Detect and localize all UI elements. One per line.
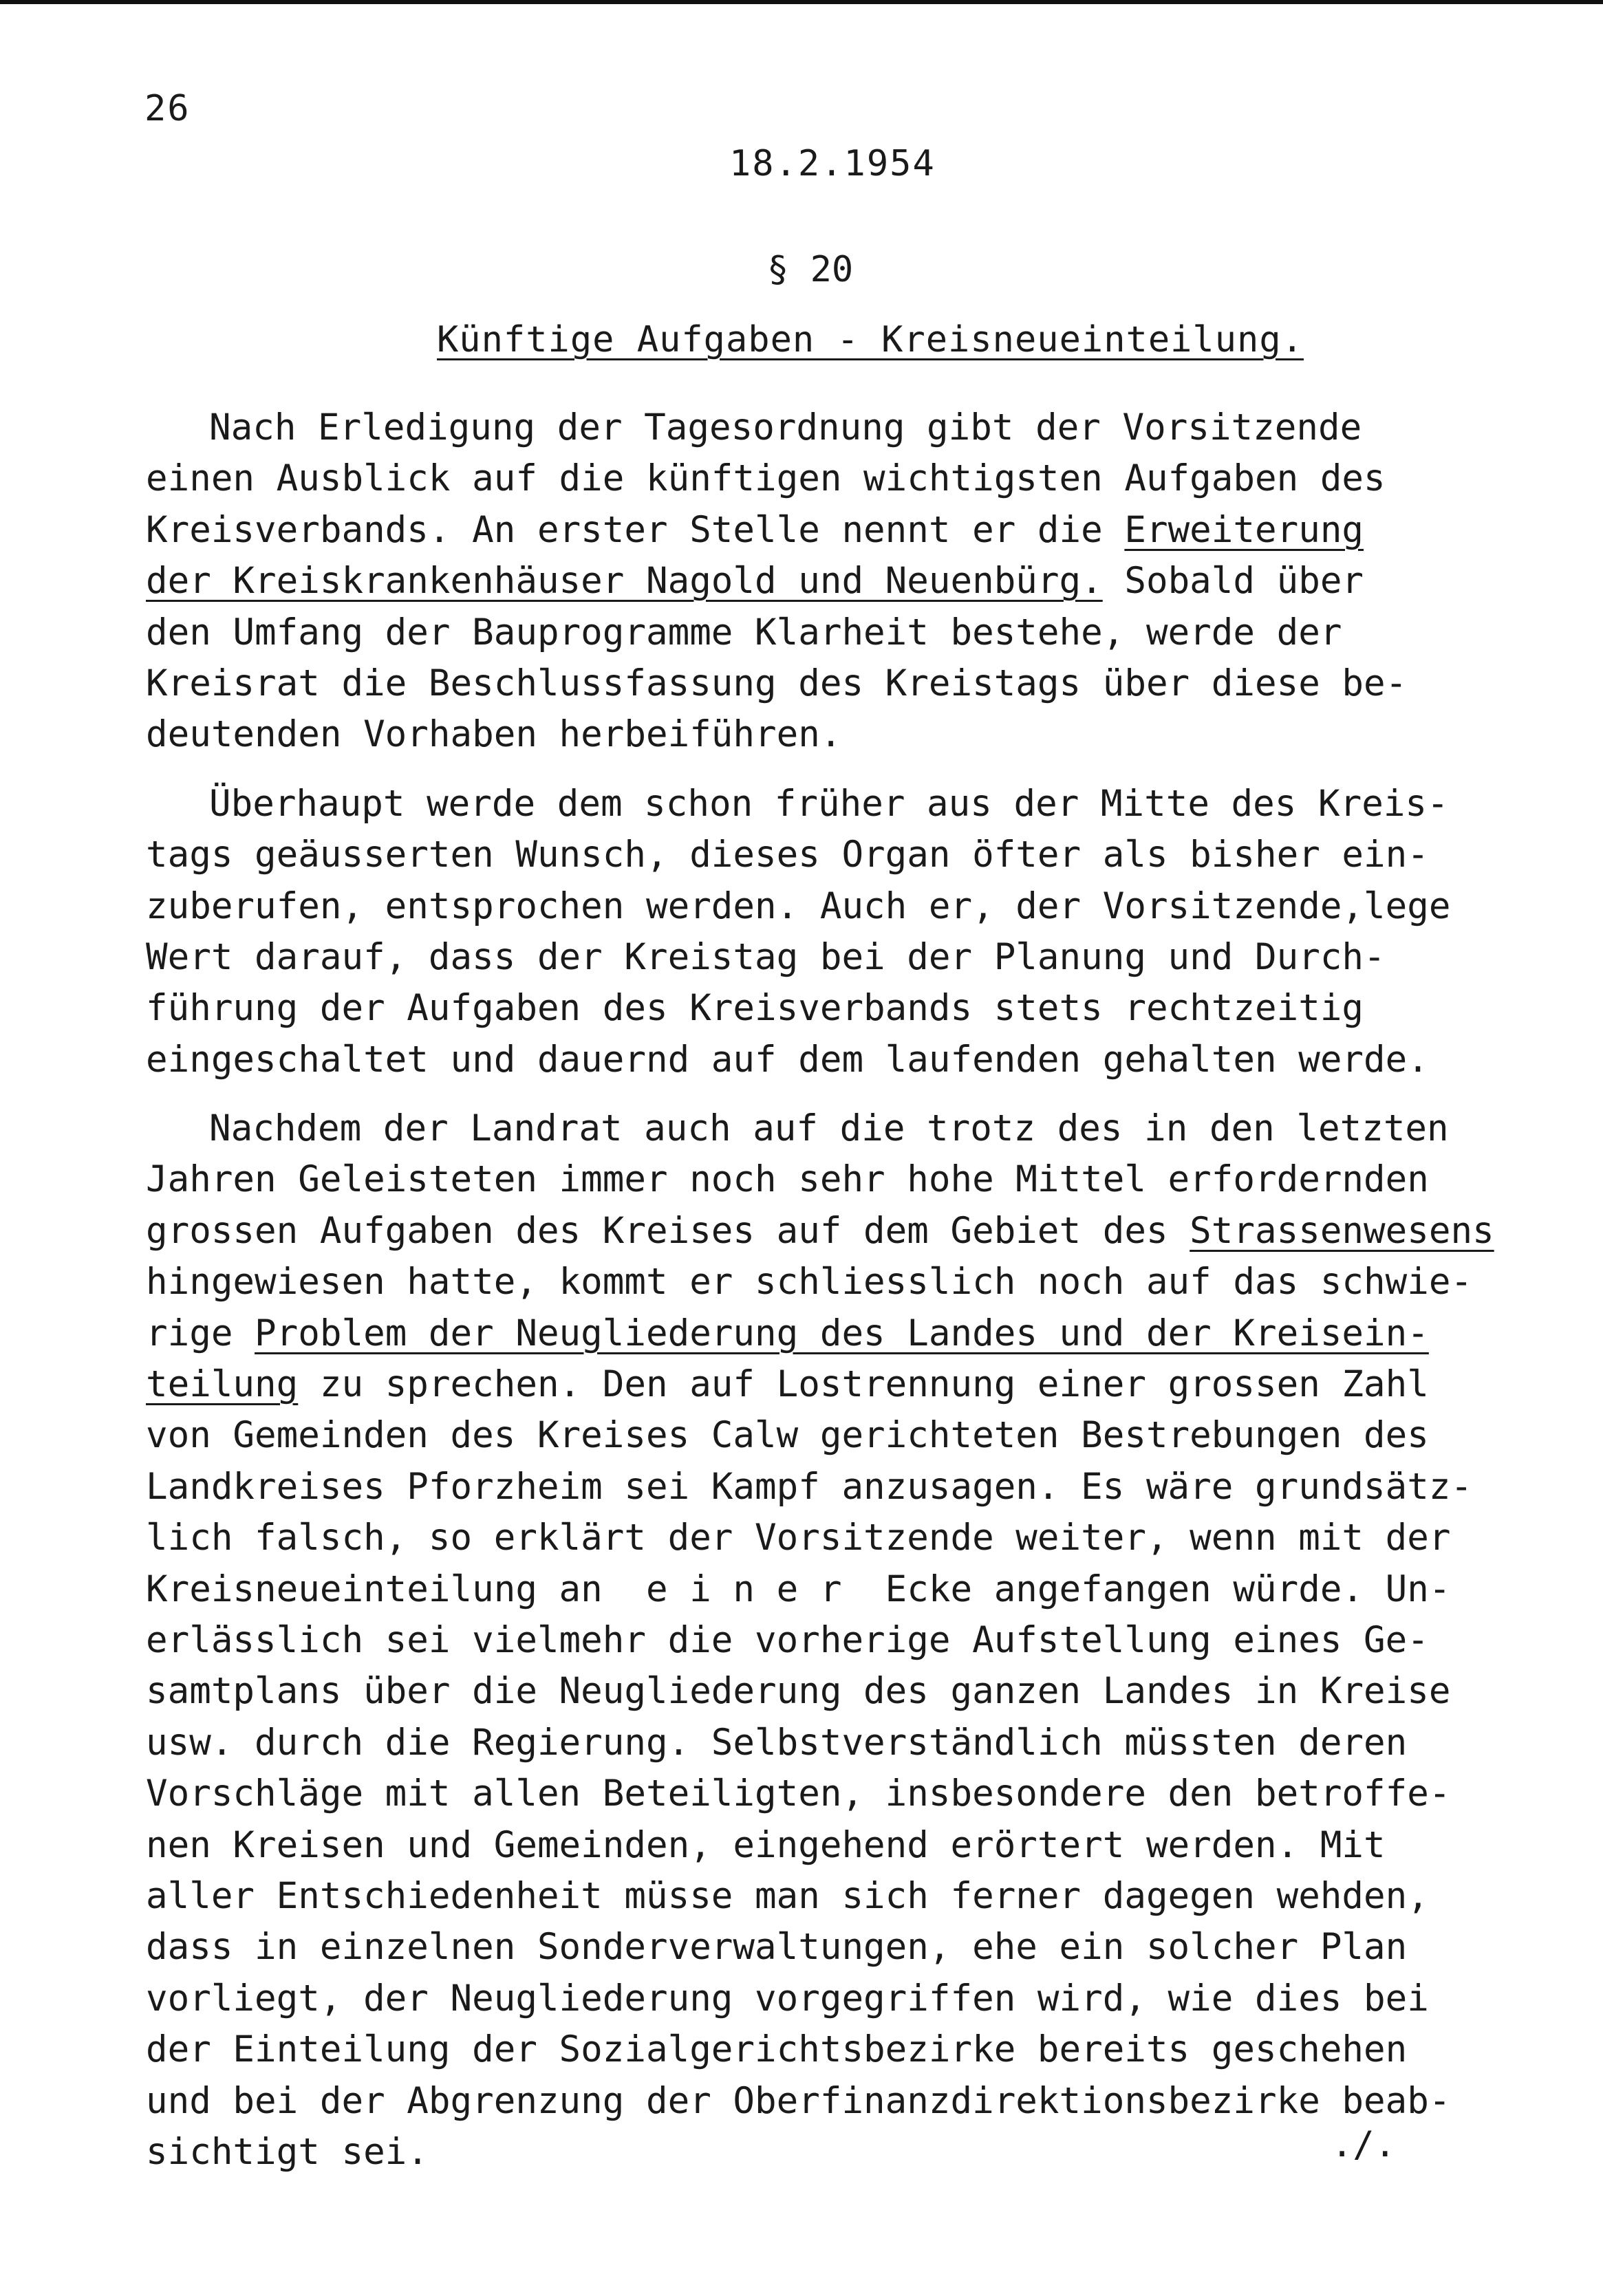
- text-line: von Gemeinden des Kreises Calw gerichteten Bestrebungen des: [146, 1414, 1429, 1457]
- text-line: [146, 1206, 1494, 1257]
- text-line: Landkreises Pforzheim sei Kampf anzusagen. Es wäre grundsätz-: [146, 1465, 1473, 1508]
- top-border: [0, 0, 1603, 4]
- text-span: Kreisverbands. An erster Stelle nennt er die: [146, 508, 1125, 551]
- text-line: hingewiesen hatte, kommt er schliesslich noch auf das schwie-: [146, 1261, 1473, 1303]
- text-line: [146, 505, 1453, 556]
- text-line: den Umfang der Bauprogramme Klarheit bestehe, werde der: [146, 611, 1342, 653]
- text-line: tags geäusserten Wunsch, dieses Organ öfter als bisher ein-: [146, 834, 1429, 876]
- text-line: eingeschaltet und dauernd auf dem laufenden gehalten werde.: [146, 1038, 1429, 1081]
- text-line: der Einteilung der Sozialgerichtsbezirke bereits geschehen: [146, 2028, 1408, 2071]
- paragraph-2: [146, 779, 1453, 1085]
- text-line: dass in einzelnen Sonderverwaltungen, ehe ein solcher Plan: [146, 1926, 1408, 1969]
- text-line: [146, 1308, 1453, 1359]
- text-line: lich falsch, so erklärt der Vorsitzende weiter, wenn mit der: [146, 1517, 1451, 1559]
- text-span: rige: [146, 1312, 255, 1354]
- text-line: führung der Aufgaben des Kreisverbands stets rechtzeitig: [146, 987, 1364, 1030]
- text-line: Jahren Geleisteten immer noch sehr hohe Mittel erfordernden: [146, 1158, 1429, 1201]
- underlined-phrase: der Kreiskrankenhäuser Nagold und Neuenbürg.: [146, 560, 1103, 603]
- text-line: vorliegt, der Neugliederung vorgegriffen wird, wie dies bei: [146, 1977, 1429, 2019]
- document-date: 18.2.1954: [729, 143, 936, 184]
- text-span: zu sprechen. Den auf Lostrennung einer grossen Zahl: [298, 1363, 1429, 1406]
- text-line: samtplans über die Neugliederung des ganzen Landes in Kreise: [146, 1670, 1451, 1713]
- paragraph-gap: [146, 761, 1453, 779]
- text-line: Kreisrat die Beschlussfassung des Kreistags über diese be-: [146, 662, 1408, 704]
- continuation-mark: ./.: [1331, 2124, 1396, 2165]
- text-span: Sobald über: [1102, 560, 1364, 603]
- text-line: [146, 556, 1453, 607]
- text-line: sichtigt sei.: [146, 2130, 429, 2173]
- section-heading: Künftige Aufgaben - Kreisneueinteilung.: [437, 319, 1304, 360]
- paragraph-gap: [146, 1085, 1453, 1103]
- text-line: Kreisneueinteilung an e i n e r Ecke angefangen würde. Un-: [146, 1568, 1451, 1610]
- text-line: usw. durch die Regierung. Selbstverständlich müssten deren: [146, 1721, 1408, 1764]
- text-line: [146, 1359, 1453, 1410]
- underlined-phrase: Strassenwesens: [1190, 1209, 1494, 1252]
- text-line: Nachdem der Landrat auch auf die trotz des in den letzten: [209, 1107, 1449, 1150]
- text-line: Nach Erledigung der Tagesordnung gibt der Vorsitzende: [209, 407, 1362, 448]
- page-number: 26: [144, 88, 191, 129]
- body-text: [146, 402, 1494, 2178]
- text-line: und bei der Abgrenzung der Oberfinanzdirektionsbezirke beab-: [146, 2079, 1451, 2122]
- paragraph-3: [146, 1103, 1494, 2178]
- text-span: grossen Aufgaben des Kreises auf dem Gebiet des: [146, 1209, 1190, 1252]
- underlined-phrase: teilung: [146, 1363, 299, 1406]
- text-line: Vorschläge mit allen Beteiligten, insbesondere den betroffe-: [146, 1773, 1451, 1815]
- text-line: einen Ausblick auf die künftigen wichtigsten Aufgaben des: [146, 457, 1386, 500]
- text-line: erlässlich sei vielmehr die vorherige Aufstellung eines Ge-: [146, 1618, 1429, 1661]
- text-line: Wert darauf, dass der Kreistag bei der Planung und Durch-: [146, 935, 1386, 978]
- section-number: § 20: [767, 249, 854, 290]
- text-line: zuberufen, entsprochen werden. Auch er, der Vorsitzende,lege: [146, 885, 1451, 927]
- text-line: nen Kreisen und Gemeinden, eingehend erörtert werden. Mit: [146, 1823, 1386, 1866]
- text-line: deutenden Vorhaben herbeiführen.: [146, 713, 842, 756]
- text-line: Überhaupt werde dem schon früher aus der Mitte des Kreis-: [209, 782, 1449, 825]
- text-line: aller Entschiedenheit müsse man sich ferner dagegen wehden,: [146, 1874, 1429, 1917]
- underlined-phrase: Problem der Neugliederung des Landes und der Kreisein-: [255, 1312, 1429, 1354]
- underlined-phrase: Erweiterung: [1124, 508, 1364, 551]
- paragraph-1: [146, 402, 1453, 761]
